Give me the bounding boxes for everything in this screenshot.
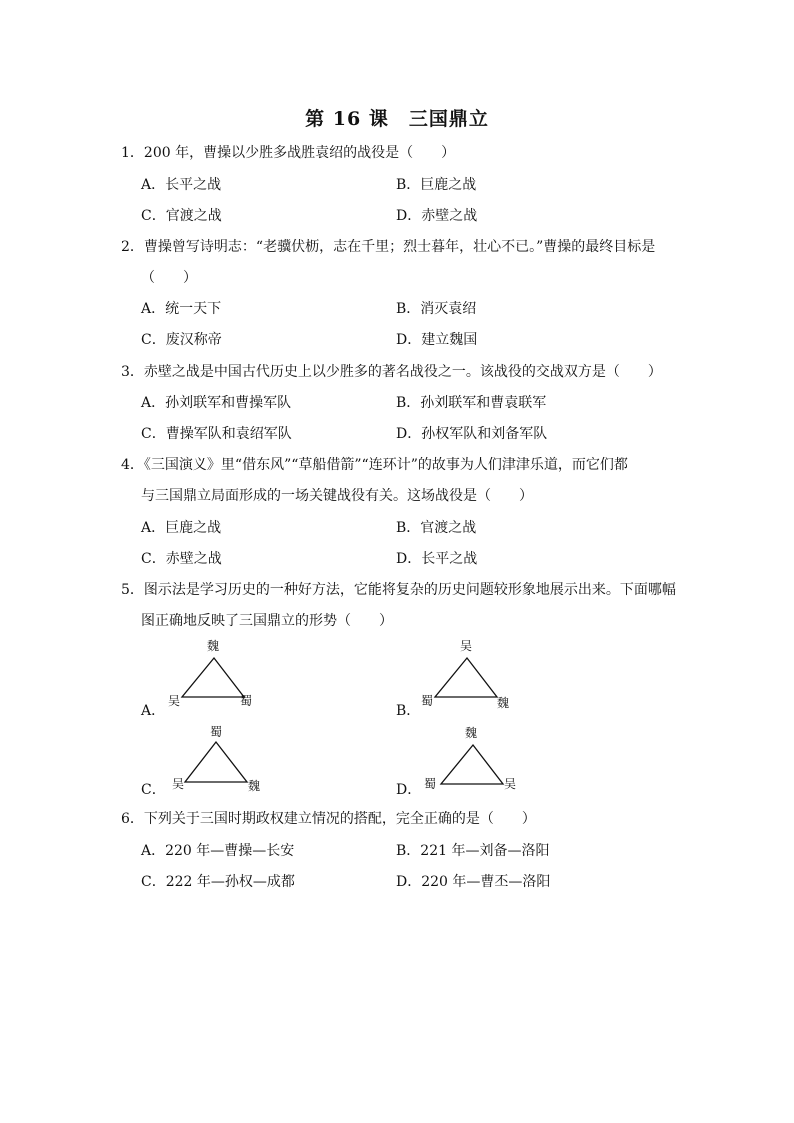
- q3-option-b: B．孙刘联军和曹袁联军: [396, 395, 547, 411]
- question-2-stem-cont: （ ）: [141, 270, 197, 286]
- triangle-shape: [182, 658, 244, 697]
- q5-diagram-d: [420, 722, 530, 802]
- triangle-shape: [435, 658, 497, 697]
- q3-option-c: C．曹操军队和袁绍军队: [141, 426, 292, 442]
- q5-diagram-d-label: D．: [396, 782, 422, 798]
- diagram-a-right-label: 蜀: [240, 694, 253, 708]
- q6-option-d: D．220 年—曹丕—洛阳: [396, 874, 551, 890]
- q5-diagram-a: [160, 636, 270, 716]
- q5-diagram-a-label: A．: [141, 703, 166, 719]
- q5-diagram-b-label: B．: [396, 703, 421, 719]
- question-1-stem: 1．200 年，曹操以少胜多战胜袁绍的战役是（ ）: [121, 145, 456, 161]
- question-4-stem: 4．《三国演义》里“借东风”“草船借箭”“连环计”的故事为人们津津乐道，而它们都: [121, 457, 628, 473]
- diagram-c-left-label: 吴: [172, 777, 185, 791]
- q6-option-a: A．220 年—曹操—长安: [141, 843, 295, 859]
- diagram-d-right-label: 吴: [504, 777, 517, 791]
- diagram-d-top-label: 魏: [465, 726, 478, 740]
- page-title: 第 16 课 三国鼎立: [305, 108, 489, 130]
- q4-option-a: A．巨鹿之战: [141, 520, 222, 536]
- q3-option-d: D．孙权军队和刘备军队: [396, 426, 548, 442]
- q1-option-c: C．官渡之战: [141, 208, 222, 224]
- q5-diagram-b: [418, 636, 528, 716]
- diagram-c-top-label: 蜀: [210, 725, 223, 739]
- q4-option-d: D．长平之战: [396, 551, 478, 567]
- diagram-b-left-label: 蜀: [421, 694, 434, 708]
- diagram-b-top-label: 吴: [460, 639, 473, 653]
- question-6-stem: 6．下列关于三国时期政权建立情况的搭配，完全正确的是（ ）: [121, 811, 536, 827]
- question-4-stem-cont: 与三国鼎立局面形成的一场关键战役有关。这场战役是（ ）: [141, 488, 533, 504]
- diagram-c-right-label: 魏: [248, 779, 261, 793]
- q4-option-c: C．赤壁之战: [141, 551, 222, 567]
- question-2-stem: 2．曹操曾写诗明志：“老骥伏枥，志在千里；烈士暮年，壮心不已。”曹操的最终目标是: [121, 239, 656, 255]
- q2-option-c: C．废汉称帝: [141, 332, 222, 348]
- q6-option-c: C．222 年—孙权—成都: [141, 874, 295, 890]
- q1-option-d: D．赤壁之战: [396, 208, 478, 224]
- question-3-stem: 3．赤壁之战是中国古代历史上以少胜多的著名战役之一。该战役的交战双方是（ ）: [121, 364, 662, 380]
- q3-option-a: A．孙刘联军和曹操军队: [141, 395, 292, 411]
- question-5-stem: 5．图示法是学习历史的一种好方法，它能将复杂的历史问题较形象地展示出来。下面哪幅: [121, 582, 676, 598]
- diagram-d-left-label: 蜀: [424, 777, 437, 791]
- q2-option-d: D．建立魏国: [396, 332, 478, 348]
- triangle-shape: [185, 742, 247, 782]
- triangle-shape: [441, 745, 503, 784]
- q5-diagram-c: [160, 722, 270, 802]
- q1-option-a: A．长平之战: [141, 177, 222, 193]
- diagram-b-right-label: 魏: [497, 696, 510, 710]
- q2-option-b: B．消灭袁绍: [396, 301, 477, 317]
- diagram-a-left-label: 吴: [168, 694, 181, 708]
- q1-option-b: B．巨鹿之战: [396, 177, 477, 193]
- diagram-a-top-label: 魏: [207, 639, 220, 653]
- q5-diagram-c-label: C．: [141, 782, 166, 798]
- q4-option-b: B．官渡之战: [396, 520, 477, 536]
- question-5-stem-cont: 图正确地反映了三国鼎立的形势（ ）: [141, 613, 393, 629]
- q2-option-a: A．统一天下: [141, 301, 222, 317]
- q6-option-b: B．221 年—刘备—洛阳: [396, 843, 550, 859]
